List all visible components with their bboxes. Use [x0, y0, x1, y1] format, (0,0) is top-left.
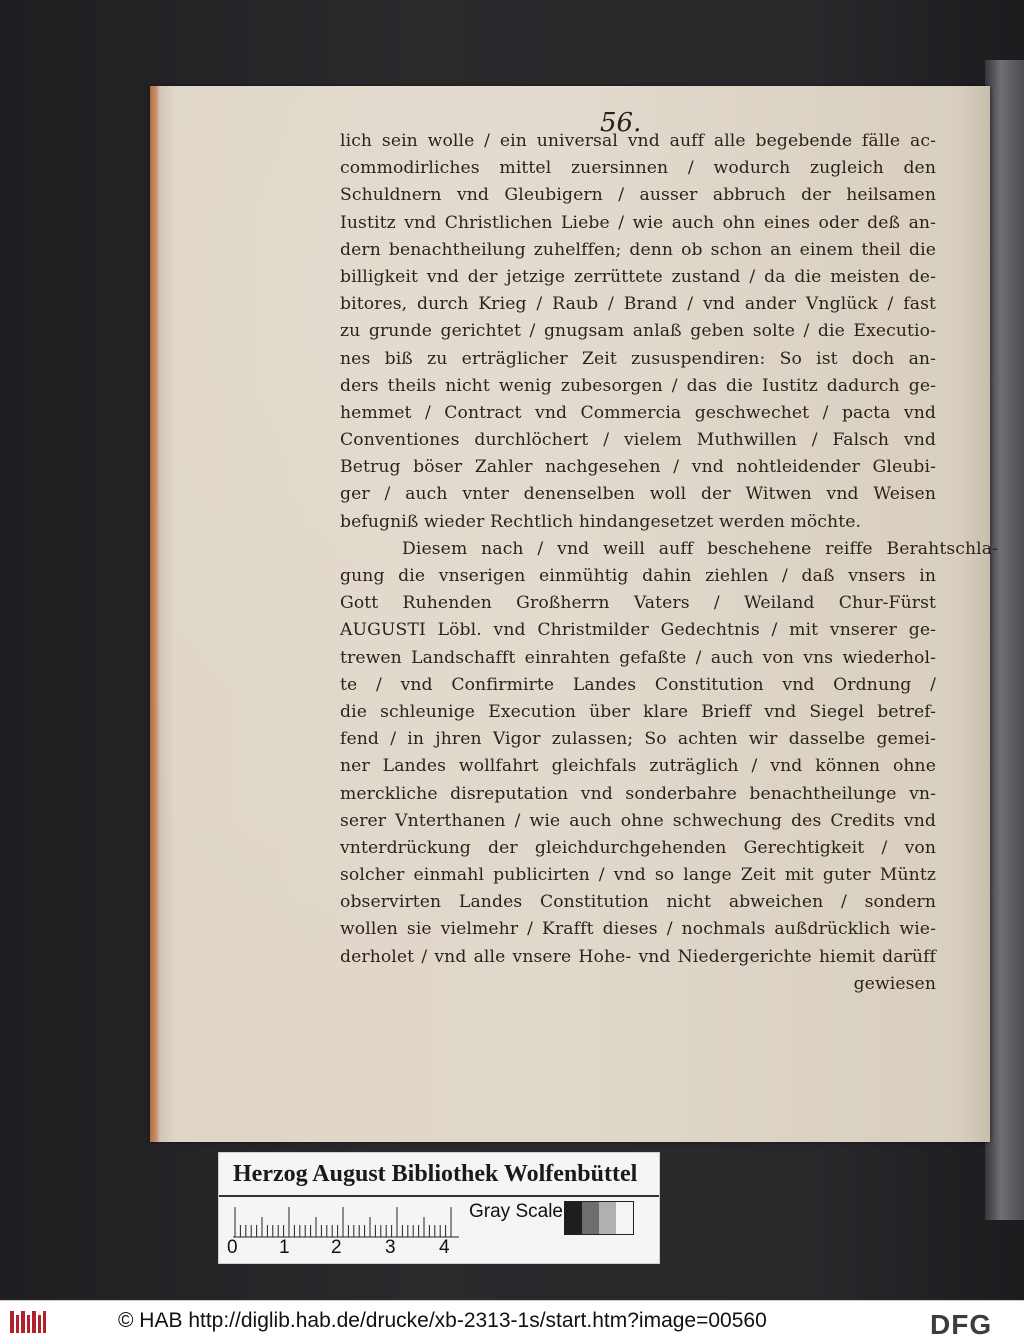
text-line: observirten Landes Constitution nicht abweichen / sondern: [340, 892, 936, 913]
copyright-link[interactable]: © HAB http://diglib.hab.de/drucke/xb-2313-1s/start.htm?image=00560: [118, 1309, 767, 1332]
text-line: Gott Ruhenden Großherrn Vaters / Weiland Chur-Fürst: [340, 593, 936, 614]
gray-scale-swatches: [564, 1201, 634, 1235]
text-line: nes biß zu erträglicher Zeit zususpendiren: So ist doch an-: [340, 348, 936, 369]
text-line: befugniß wieder Rechtlich hindangesetzet werden möchte.: [340, 511, 862, 532]
swatch-light-gray: [599, 1202, 616, 1234]
catchword: gewiesen: [853, 973, 936, 994]
text-line: ger / auch vnter denenselben woll der Witwen vnd Weisen: [340, 484, 936, 505]
text-line: ner Landes wollfahrt gleichfals zuträglich / vnd können ohne: [340, 756, 936, 777]
ruler-label: 0: [227, 1237, 238, 1258]
ruler-label: 1: [279, 1237, 290, 1258]
text-line: lich sein wolle / ein universal vnd auff alle begebende fälle ac-: [340, 131, 936, 151]
text-line: Betrug böser Zahler nachgesehen / vnd nohtleidender Gleubi-: [340, 457, 936, 478]
text-line: wollen sie vielmehr / Krafft dieses / nochmals außdrücklich wie-: [340, 919, 936, 940]
text-line: te / vnd Confirmirte Landes Constitution vnd Ordnung /: [340, 674, 936, 695]
text-line: hemmet / Contract vnd Commercia geschwechet / pacta vnd: [340, 402, 936, 423]
text-line: die schleunige Execution über klare Brieff vnd Siegel betref-: [340, 701, 936, 722]
viewer-footer: [0, 1300, 1024, 1343]
swatch-black: [565, 1202, 582, 1234]
hab-logo-icon: [10, 1309, 46, 1335]
text-line: serer Vnterthanen / wie auch ohne schwechung des Credits vnd: [340, 810, 936, 831]
text-line: gung die vnserigen einmühtig dahin ziehlen / daß vnsers in: [340, 566, 936, 586]
text-line: Iustitz vnd Christlichen Liebe / wie auch ohn eines oder deß an-: [340, 212, 936, 233]
text-line: Diesem nach / vnd weill auff beschehene reiffe Berahtschla-: [402, 538, 998, 559]
text-line: ders theils nicht wenig zubesorgen / das die Iustitz dadurch ge-: [340, 375, 936, 396]
ruler-label: 3: [385, 1237, 396, 1258]
text-line: solcher einmahl publicirten / vnd so lange Zeit mit guter Müntz: [340, 865, 936, 886]
ruler-labels: [227, 1237, 467, 1259]
ruler-scale: [233, 1203, 459, 1239]
ruler-label: 4: [439, 1237, 450, 1258]
page-number: 56.: [600, 108, 642, 138]
text-line: merckliche disreputation vnd sonderbahre benachtheilunge vn-: [340, 783, 936, 804]
library-name: Herzog August Bibliothek Wolfenbüttel: [233, 1161, 638, 1187]
text-line: commodirliches mittel zuersinnen / wodurch zugleich den: [340, 158, 936, 179]
text-line: fend / in jhren Vigor zulassen; So achten wir dasselbe gemei-: [340, 729, 936, 750]
text-line: dern benachtheilung zuhelffen; denn ob schon an einem theil die: [340, 239, 936, 260]
text-line: AUGUSTI Löbl. vnd Christmilder Gedechtnis / mit vnserer ge-: [340, 620, 936, 641]
dfg-logo: DFG: [930, 1309, 993, 1340]
text-line: billigkeit vnd der jetzige zerrüttete zustand / da die meisten de-: [340, 266, 936, 287]
gray-scale-label: Gray Scale: [469, 1201, 563, 1222]
text-line: trewen Landschafft einrahten gefaßte / auch von vns wiederhol-: [340, 647, 936, 668]
page-text: [340, 128, 998, 998]
scanner-glass-strip: [985, 60, 1024, 1220]
text-line: vnterdrückung der gleichdurchgehenden Gerechtigkeit / von: [340, 837, 936, 858]
divider: [219, 1195, 659, 1197]
swatch-white: [616, 1202, 633, 1234]
text-line: bitores, durch Krieg / Raub / Brand / vnd ander Vnglück / fast: [340, 294, 936, 315]
color-reference-card: [218, 1152, 660, 1264]
ruler-label: 2: [331, 1237, 342, 1258]
text-line: zu grunde gerichtet / gnugsam anlaß geben solte / die Executio-: [340, 321, 936, 342]
text-line: Conventiones durchlöchert / vielem Muthwillen / Falsch vnd: [340, 430, 936, 451]
text-line: Schuldnern vnd Gleubigern / ausser abbruch der heilsamen: [340, 185, 936, 206]
text-line: derholet / vnd alle vnsere Hohe- vnd Niedergerichte hiemit darüff: [340, 946, 936, 967]
swatch-dark-gray: [582, 1202, 599, 1234]
